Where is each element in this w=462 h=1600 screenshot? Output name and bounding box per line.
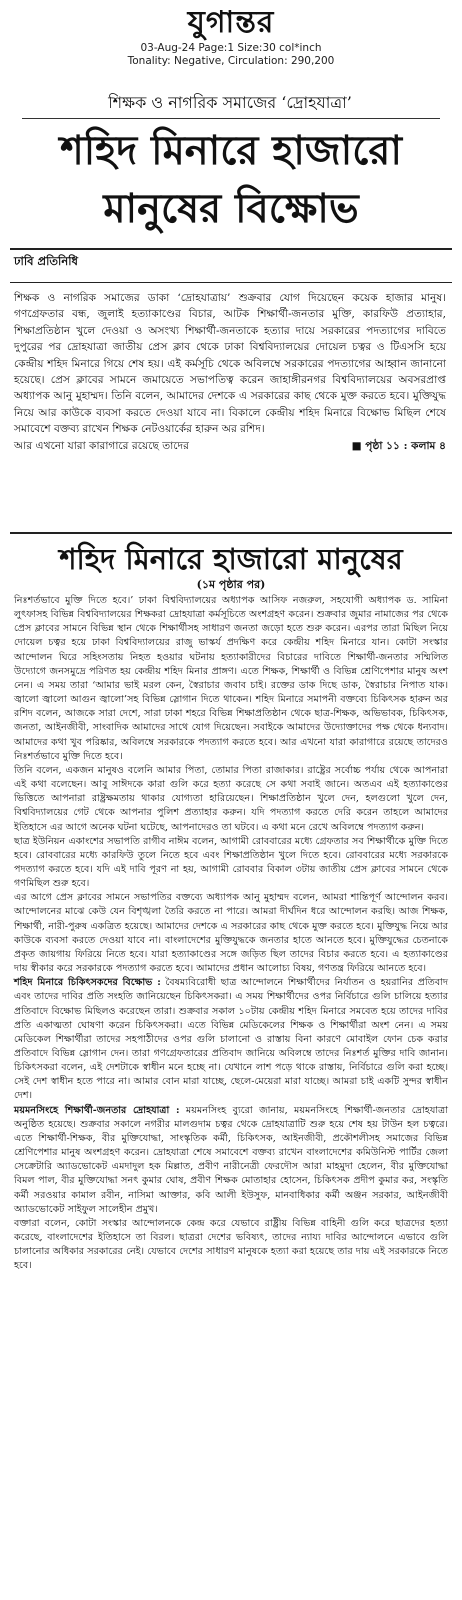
story-paragraph: এর আগে প্রেস ক্লাবের সামনে সভাপতির বক্তব্যে অধ্যাপক আনু মুহাম্মদ বলেন, আমরা শান্তিপূর্ণ আন্দোলন করব। আন্দোলনের মাঝে কেউ যেন বিশৃঙ্খলা তৈরি করতে না পারে। আমরা দীর্ঘদিন ধরে আন্দোলন করছি। আজ শিক্ষক, শিক্ষার্থী, নারী-পুরুষ একত্রিত হয়েছে। আমাদের দেশকে এ সরকারের কাছ থেকে মুক্ত করতে হবে। মুক্তিযুদ্ধ নিয়ে আর কাউকে ব্যবসা করতে দেওয়া যাবে না। বাংলাদেশের মুক্তিযুদ্ধকে জনতার হাতে আনতে হবে। মুক্তিযুদ্ধের চেতনাকে প্রকৃত জায়গায় ফিরিয়ে নিতে হবে। যারা হত্যাকাণ্ডের সঙ্গে জড়িত ছিল তাদের বিচার করতে হবে। এ হত্যাকাণ্ডের দায় স্বীকার করে সরকারকে পদত্যাগ করতে হবে। আমাদের প্রধান আলোচ্য বিষয়, গণতন্ত্র ফিরিয়ে আনতে হবে। (14, 892, 448, 975)
story-last-text: আর এখনো যারা কারাগারে রয়েছে তাদের (14, 439, 189, 452)
mymensingh-body: ময়মনসিংহ ব্যুরো জানায়, ময়মনসিংহে শিক্ষার্থী-জনতার দ্রোহযাত্রা অনুষ্ঠিত হয়েছে। শুক্রবার সকালে নগরীর মালগুদাম চত্বর থেকে দ্রোহযাত্রাটি শুরু হয়ে শেষ হয় টাউন হল চত্বরে। এতে শিক্ষার্থী-শিক্ষক, বীর মুক্তিযোদ্ধা, সাংস্কৃতিক কর্মী, চিকিৎসক, আইনজীবী, প্রকৌশলীসহ সমাজের বিভিন্ন শ্রেণিপেশার মানুষ অংশগ্রহণ করেন। দ্রোহযাত্রা শেষে সমাবেশে বক্তব্য রাখেন বাংলাদেশের কমিউনিস্ট পার্টির জেলা সেক্রেটারি অ্যাডভোকেট এমদাদুল হক মিল্লাত, প্রবীণ নারীনেত্রী ফেরদৌস আরা মাহমুদা হেলেন, বীর মুক্তিযোদ্ধা বিমল পাল, বীর মুক্তিযোদ্ধা সনৎ কুমার ঘোষ, প্রবীণ শিক্ষক মোতাহার হোসেন, চিকিৎসক প্রদীপ কুমার কর, সংস্কৃতি কর্মী সরওয়ার কামাল রবীন, নাসিমা আক্তার, কবি আলী ইউসুফ, মানবাধিকার কর্মী অঞ্জন সরকার, আইনজীবী অ্যাডভোকেট সাইফুল সালেহীন প্রমুখ। (14, 1104, 448, 1215)
mymensingh-subhead: ময়মনসিংহে শিক্ষার্থী-জনতার দ্রোহযাত্রা : (14, 1104, 180, 1116)
section-divider (10, 532, 452, 534)
story-paragraph: নিঃশর্তভাবে মুক্তি দিতে হবে।’ ঢাকা বিশ্ববিদ্যালয়ের অধ্যাপক আসিফ নজরুল, সহযোগী অধ্যাপক ড. সামিনা লুৎফাসহ বিভিন্ন বিশ্ববিদ্যালয়ের শিক্ষকরা দ্রোহযাত্রা কর্মসূচিতে অংশগ্রহণ করেন। শুক্রবার জুমার নামাজের পর থেকে প্রেস ক্লাবের সামনে বিভিন্ন স্থান থেকে শিক্ষার্থীসহ সাধারণ জনতা জড়ো হতে শুরু করেন। এরপর তারা মিছিল নিয়ে দোয়েল চত্বর হয়ে ঢাকা বিশ্ববিদ্যালয়ের রাজু ভাস্কর্য প্রদক্ষিণ করে কেন্দ্রীয় শহিদ মিনারে যান। কোটা সংস্কার আন্দোলন ঘিরে সহিংসতায় নিহত হওয়ার ঘটনায় হত্যাকারীদের বিচারের দাবিতে শিক্ষার্থী-জনতার সম্মিলিত উদ্যোগে জনসমুদ্রে পরিণত হয় কেন্দ্রীয় শহিদ মিনার প্রাঙ্গণ। এতে শিক্ষক, শিক্ষার্থী ও বিভিন্ন শ্রেণিপেশার মানুষ অংশ নেন। এ সময় তারা ‘আমার ভাই মরল কেন, স্বৈরাচার জবাব চাই। রক্তের ডাক দিছে ডাক, স্বৈরাচার নিপাত যাক। জ্বালো জ্বালো আগুন জ্বালো’সহ বিভিন্ন স্লোগান দিতে থাকেন। শহিদ মিনারে সমাপনী বক্তব্যে চিকিৎসক হারুন অর রশিদ বলেন, আজকে সারা দেশে, সারা ঢাকা শহরে বিভিন্ন শিক্ষাপ্রতিষ্ঠান থেকে ছাত্র-শিক্ষক, অভিভাবক, চিকিৎসক, জনতা, আইনজীবী, সাংবাদিক আমাদের সাথে যোগ দিয়েছেন। সবাইকে আমাদের উদ্যোক্তাদের পক্ষ থেকে ধন্যবাদ। আমাদের কথা খুব পরিষ্কার, অবিলম্বে সরকারকে পদত্যাগ করতে হবে। আর এখনো যারা কারাগারে রয়েছে তাদেরও নিঃশর্তভাবে মুক্তি দিতে হবে। (14, 595, 448, 762)
continued-headline: শহিদ মিনারে হাজারো মানুষের (59, 542, 403, 576)
article-headline (10, 122, 452, 238)
mymensingh-paragraph (14, 1104, 448, 1217)
byline-divider (10, 282, 452, 283)
headline-line-2: মানুষের বিক্ষোভ (103, 186, 359, 232)
continued-story (14, 594, 448, 1274)
kicker-divider (22, 118, 440, 119)
story-last-line (14, 438, 446, 454)
story-body: শিক্ষক ও নাগরিক সমাজের ডাকা ‘দ্রোহযাত্রায়’ শুক্রবার যোগ দিয়েছেন কয়েক হাজার মানুষ। গণগ্রেফতার বন্ধ, জুলাই হত্যাকাণ্ডের বিচার, আটক শিক্ষার্থী-জনতার মুক্তি, কারফিউ প্রত্যাহার, শিক্ষাপ্রতিষ্ঠান খুলে দেওয়া ও অসংখ্য শিক্ষার্থী-জনতাকে হত্যার দায়ে সরকারের পদত্যাগের দাবিতে দুপুরের পর দ্রোহযাত্রা জাতীয় প্রেস ক্লাব থেকে ঢাকা বিশ্ববিদ্যালয়ের দোয়েল চত্বর ও টিএসসি হয়ে কেন্দ্রীয় শহিদ মিনারে গিয়ে শেষ হয়। এই কর্মসূচি থেকে অবিলম্বে সরকারের পদত্যাগের আহ্বান জানানো হয়েছে। প্রেস ক্লাবের সামনে জমায়েতে সভাপতিত্ব করেন জাহাঙ্গীরনগর বিশ্ববিদ্যালয়ের অবসরপ্রাপ্ত অধ্যাপক আনু মুহাম্মদ। তিনি বলেন, আমাদের দেশকে এ সরকারের কাছ থেকে মুক্ত করতে হবে। মুক্তিযুদ্ধ নিয়ে আর কাউকে ব্যবসা করতে দেওয়া যাবে না। বিকালে কেন্দ্রীয় শহিদ মিনারে বিক্ষোভ মিছিল শেষে সমাবেশে বক্তব্য রাখেন শিক্ষক নেটওয়ার্কের হারুন অর রশিদ। (14, 292, 446, 436)
headline-divider (10, 248, 452, 250)
doctors-protest-paragraph (14, 976, 448, 1103)
story-paragraph: ছাত্র ইউনিয়ন একাংশের সভাপতি রাগীব নাঈম বলেন, আগামী রোববারের মধ্যে গ্রেফতার সব শিক্ষার্থীকে মুক্তি দিতে হবে। রোববারের মধ্যে কারফিউ তুলে নিতে হবে এবং শিক্ষাপ্রতিষ্ঠান খুলে দিতে হবে। রোববারের মধ্যে সরকারকে পদত্যাগ করতে হবে। যদি এই দাবি পূরণ না হয়, আগামী রোববার বিকাল ৩টায় জাতীয় প্রেস ক্লাবের সামনে থেকে গণমিছিল শুরু হবে। (14, 835, 448, 890)
story-paragraph: তিনি বলেন, একজন মানুষও বলেনি আমার পিতা, তোমার পিতা রাজাকার। রাষ্ট্রের সর্বোচ্চ পর্যায় থেকে আপনারা এই কথা বলেছেন। আবু সাঈদকে কারা গুলি করে হত্যা করেছে সে কথা সবাই জানে। অতএব এই হত্যাকাণ্ডের ভিত্তিতে আপনারা রাষ্ট্রক্ষমতায় থাকার যোগ্যতা হারিয়েছেন। শিক্ষাপ্রতিষ্ঠান খুলে দেন, হলগুলো খুলে দেন, বিশ্ববিদ্যালয়ের গেট থেকে আপনার পুলিশ প্রত্যাহার করুন। যদি পদত্যাগ করতে দেরি করেন তাহলে আমাদের ইতিহাসে এর আগে অনেক ঘটনা ঘটেছে, আপনাদেরও তা ঘটবে। এ কথা মনে রেখে অবিলম্বে পদত্যাগ করুন। (14, 764, 448, 833)
continued-reference: ■ পৃষ্ঠা ১১ : কলাম ৪ (351, 439, 446, 452)
front-page-story (14, 290, 446, 454)
article-byline: ঢাবি প্রতিনিধি (14, 254, 78, 268)
headline-line-1: শহিদ মিনারে হাজারো (60, 128, 402, 174)
doctors-protest-body: বৈষম্যবিরোধী ছাত্র আন্দোলনে শিক্ষার্থীদের নির্যাতন ও হয়রানির প্রতিবাদ এবং তাদের দাবির প্রতি সংহতি জানিয়েছেন চিকিৎসকরা। এ সময় শিক্ষার্থীদের ওপর নির্বিচারে গুলি চালিয়ে হত্যার প্রতিবাদে বিক্ষোভ মিছিলও করেছেন তারা। শুক্রবার সকাল ১০টায় কেন্দ্রীয় শহিদ মিনারে সমবেত হয়ে তাদের দাবির প্রতি একাত্মতা ঘোষণা করেন চিকিৎসকরা। এতে বিভিন্ন মেডিকেলের শিক্ষক ও শিক্ষার্থীরা অংশ নেন। এ সময় মেডিকেল শিক্ষার্থীরা তাদের সহপাঠীদের ওপর গুলি চালানো ও রাস্তায় বিনা কারণে মোবাইল ফোন চেক করার প্রতিবাদে বিভিন্ন স্লোগান দেন। তারা গণগ্রেফতারের প্রতিবাদ জানিয়ে অবিলম্বে তাদের নিঃশর্ত মুক্তির দাবি জানান। চিকিৎসকরা বলেন, এই দেশটাকে স্বাধীন মনে হচ্ছে না। যেখানে লাশ পড়ে থাকে রাস্তায়, নির্বিচারে গুলি করা হচ্ছে। সেই দেশ স্বাধীন হতে পারে না। আমার বোন মারা যাচ্ছে, ছেলে-মেয়েরা মারা যাচ্ছে। আমরা চাই একটি সুন্দর স্বাধীন দেশ। (14, 977, 448, 1102)
tonality-info: Tonality: Negative, Circulation: 290,200 (127, 55, 335, 67)
masthead (0, 4, 462, 68)
closing-paragraph: বক্তারা বলেন, কোটা সংস্কার আন্দোলনকে কেন্দ্র করে যেভাবে রাষ্ট্রীয় বিভিন্ন বাহিনী গুলি করে ছাত্রদের হত্যা করেছে, বাংলাদেশের ইতিহাসে তা বিরল। ছাত্ররা দেশের ভবিষ্যৎ, তাদের ন্যায্য দাবির আন্দোলনে এভাবে গুলি চালানোর অধিকার সরকারের নেই। যেভাবে দেশের সাধারণ মানুষকে হত্যা করা হয়েছে তার দায় এই সরকারকে নিতে হবে। (14, 1217, 449, 1272)
article-kicker: শিক্ষক ও নাগরিক সমাজের ‘দ্রোহযাত্রা’ (108, 93, 352, 112)
newspaper-logo: যুগান্তর (187, 5, 275, 40)
doctors-protest-subhead: শহিদ মিনারে চিকিৎসকদের বিক্ষোভ : (14, 977, 161, 989)
clip-info: 03-Aug-24 Page:1 Size:30 col*inch (140, 42, 322, 54)
continued-subhead: (১ম পৃষ্ঠার পর) (196, 578, 266, 591)
